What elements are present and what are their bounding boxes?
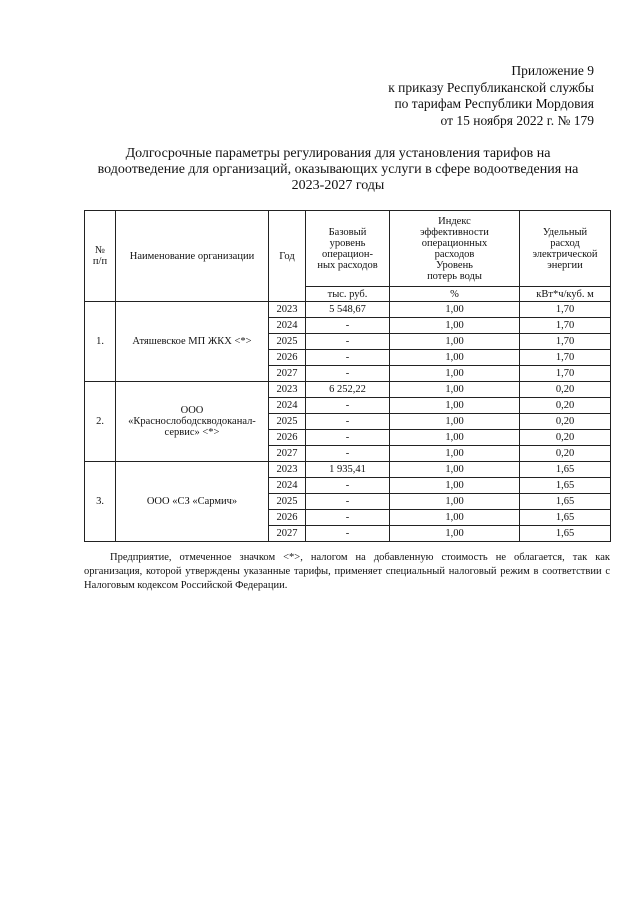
year-cell: 2023 xyxy=(269,382,306,398)
index-cell: 1,00 xyxy=(390,334,520,350)
document-title xyxy=(80,146,596,194)
index-cell: 1,00 xyxy=(390,318,520,334)
index-cell: 1,00 xyxy=(390,414,520,430)
table-row xyxy=(85,302,611,318)
index-cell: 1,00 xyxy=(390,526,520,542)
base-cell: - xyxy=(306,430,390,446)
org-num: 1. xyxy=(85,302,116,382)
org-name: Атяшевское МП ЖКХ <*> xyxy=(116,302,269,382)
year-cell: 2026 xyxy=(269,430,306,446)
year-cell: 2025 xyxy=(269,334,306,350)
energy-cell: 0,20 xyxy=(520,414,611,430)
index-cell: 1,00 xyxy=(390,366,520,382)
header-energy-consumption: Удельный расход электрической энергии xyxy=(520,211,611,287)
org-name: ООО «Краснослободскводоканал- сервис» <*> xyxy=(116,382,269,462)
appendix-line-2: к приказу Республиканской службы xyxy=(388,79,594,95)
base-cell: - xyxy=(306,478,390,494)
base-cell: 6 252,22 xyxy=(306,382,390,398)
base-cell: - xyxy=(306,334,390,350)
index-cell: 1,00 xyxy=(390,398,520,414)
energy-cell: 0,20 xyxy=(520,382,611,398)
org-num: 3. xyxy=(85,462,116,542)
header-efficiency-index: Индекс эффективности операционных расходов Уровень потерь воды xyxy=(390,211,520,287)
table-row xyxy=(85,462,611,478)
footnote: Предприятие, отмеченное значком <*>, налогом на добавленную стоимость не облагается, так как организация, которой утверждены указанные тарифы, применяет специальный налоговый режим в соответствии с Налоговым кодексом Российской Федерации. xyxy=(84,552,610,591)
base-cell: - xyxy=(306,318,390,334)
parameters-table xyxy=(84,210,611,542)
base-cell: 1 935,41 xyxy=(306,462,390,478)
unit-energy: кВт*ч/куб. м xyxy=(520,287,611,302)
appendix-line-1: Приложение 9 xyxy=(511,63,594,78)
year-cell: 2023 xyxy=(269,302,306,318)
year-cell: 2024 xyxy=(269,398,306,414)
energy-cell: 1,70 xyxy=(520,366,611,382)
unit-index: % xyxy=(390,287,520,302)
year-cell: 2026 xyxy=(269,350,306,366)
energy-cell: 1,70 xyxy=(520,350,611,366)
base-cell: - xyxy=(306,398,390,414)
energy-cell: 0,20 xyxy=(520,398,611,414)
index-cell: 1,00 xyxy=(390,350,520,366)
base-cell: - xyxy=(306,526,390,542)
index-cell: 1,00 xyxy=(390,478,520,494)
appendix-line-3: по тарифам Республики Мордовия xyxy=(394,96,594,111)
table-row xyxy=(85,382,611,398)
base-cell: - xyxy=(306,350,390,366)
base-cell: 5 548,67 xyxy=(306,302,390,318)
base-cell: - xyxy=(306,366,390,382)
year-cell: 2027 xyxy=(269,366,306,382)
energy-cell: 0,20 xyxy=(520,446,611,462)
index-cell: 1,00 xyxy=(390,446,520,462)
year-cell: 2024 xyxy=(269,478,306,494)
base-cell: - xyxy=(306,494,390,510)
year-cell: 2025 xyxy=(269,414,306,430)
appendix-block xyxy=(388,63,594,129)
org-name: ООО «СЗ «Сармич» xyxy=(116,462,269,542)
index-cell: 1,00 xyxy=(390,382,520,398)
year-cell: 2025 xyxy=(269,494,306,510)
index-cell: 1,00 xyxy=(390,462,520,478)
energy-cell: 0,20 xyxy=(520,430,611,446)
header-base-expenses: Базовый уровень операцион- ных расходов xyxy=(306,211,390,287)
year-cell: 2023 xyxy=(269,462,306,478)
energy-cell: 1,65 xyxy=(520,526,611,542)
header-year: Год xyxy=(269,211,306,302)
index-cell: 1,00 xyxy=(390,302,520,318)
year-cell: 2026 xyxy=(269,510,306,526)
table-header-row xyxy=(85,211,611,287)
header-num: № п/п xyxy=(85,211,116,302)
year-cell: 2027 xyxy=(269,446,306,462)
base-cell: - xyxy=(306,414,390,430)
year-cell: 2024 xyxy=(269,318,306,334)
energy-cell: 1,65 xyxy=(520,494,611,510)
index-cell: 1,00 xyxy=(390,510,520,526)
year-cell: 2027 xyxy=(269,526,306,542)
title-line-2: водоотведение для организаций, оказывающих услуги в сфере водоотведения на xyxy=(97,162,579,177)
index-cell: 1,00 xyxy=(390,494,520,510)
appendix-line-4: от 15 ноября 2022 г. № 179 xyxy=(440,112,594,128)
org-num: 2. xyxy=(85,382,116,462)
title-line-1: Долгосрочные параметры регулирования для установления тарифов на xyxy=(125,146,551,161)
title-line-3: 2023-2027 годы xyxy=(291,178,385,193)
energy-cell: 1,65 xyxy=(520,478,611,494)
energy-cell: 1,70 xyxy=(520,334,611,350)
energy-cell: 1,70 xyxy=(520,302,611,318)
base-cell: - xyxy=(306,446,390,462)
energy-cell: 1,65 xyxy=(520,462,611,478)
base-cell: - xyxy=(306,510,390,526)
index-cell: 1,00 xyxy=(390,430,520,446)
header-org: Наименование организации xyxy=(116,211,269,302)
energy-cell: 1,65 xyxy=(520,510,611,526)
energy-cell: 1,70 xyxy=(520,318,611,334)
unit-base: тыс. руб. xyxy=(306,287,390,302)
